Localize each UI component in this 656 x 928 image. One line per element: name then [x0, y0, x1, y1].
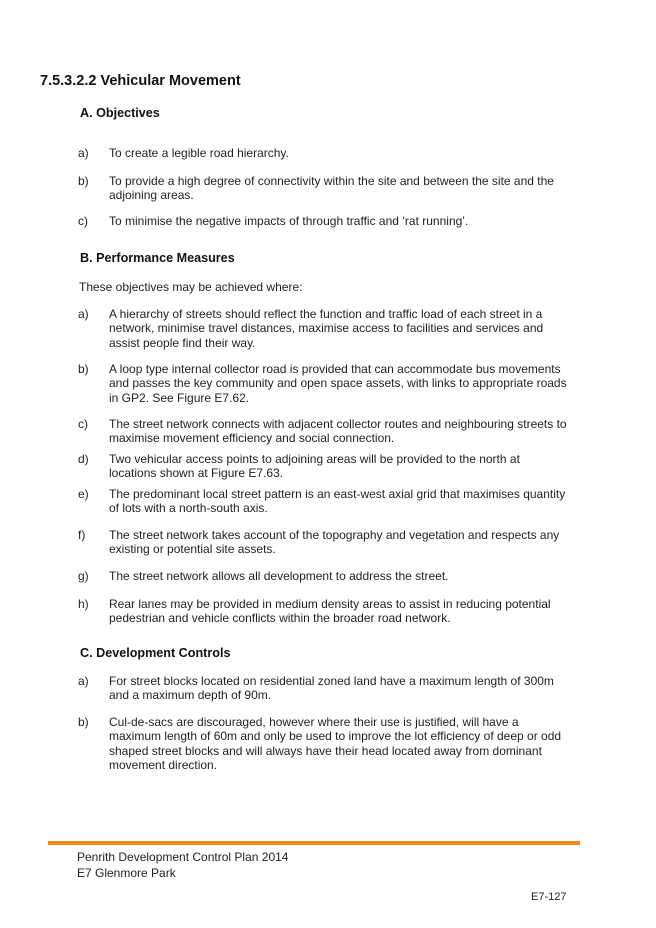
- objective-item-c: [78, 214, 578, 228]
- footer-section-title: E7 Glenmore Park: [77, 866, 176, 880]
- item-letter: g): [78, 569, 89, 583]
- item-text: To minimise the negative impacts of through traffic and ‘rat running’.: [109, 214, 469, 228]
- performance-item-g: [78, 569, 578, 583]
- performance-heading: B. Performance Measures: [80, 251, 235, 265]
- performance-item-d: [78, 452, 578, 481]
- item-text: The predominant local street pattern is an east-west axial grid that maximises quantity of lots with a north-south axis.: [109, 487, 566, 516]
- page-number: E7-127: [531, 891, 567, 903]
- performance-item-h: [78, 597, 578, 626]
- item-letter: c): [78, 417, 88, 431]
- performance-intro: These objectives may be achieved where:: [79, 280, 303, 294]
- item-letter: b): [78, 174, 89, 188]
- objectives-heading: A. Objectives: [80, 106, 160, 120]
- item-text: Two vehicular access points to adjoining areas will be provided to the north at locations shown at Figure E7.63.: [109, 452, 520, 481]
- controls-heading: C. Development Controls: [80, 646, 231, 660]
- performance-item-c: [78, 417, 578, 446]
- item-letter: a): [78, 146, 89, 160]
- footer-plan-title: Penrith Development Control Plan 2014: [77, 850, 289, 864]
- control-item-a: [78, 674, 578, 703]
- objective-item-a: [78, 146, 578, 160]
- item-letter: c): [78, 214, 88, 228]
- performance-item-e: [78, 487, 578, 516]
- item-letter: b): [78, 362, 89, 376]
- item-text: Rear lanes may be provided in medium density areas to assist in reducing potential pedestrian and vehicle conflicts within the broader road network.: [109, 597, 551, 626]
- item-letter: f): [78, 528, 86, 542]
- performance-item-a: [78, 307, 578, 350]
- footer-rule: [48, 841, 580, 845]
- item-letter: b): [78, 715, 89, 729]
- item-letter: a): [78, 307, 89, 321]
- item-text: For street blocks located on residential zoned land have a maximum length of 300m and a maximum depth of 90m.: [109, 674, 554, 703]
- item-text: Cul-de-sacs are discouraged, however where their use is justified, will have a maximum length of 60m and only be used to improve the lot efficiency of deep or odd shaped street blocks and will always have their head located away from dominant movement direction.: [109, 715, 562, 772]
- performance-item-b: [78, 362, 578, 405]
- objective-item-b: [78, 174, 578, 203]
- item-text: The street network allows all development to address the street.: [109, 569, 449, 583]
- item-letter: a): [78, 674, 89, 688]
- item-text: A hierarchy of streets should reflect the function and traffic load of each street in a network, minimise travel distances, maximise access to facilities and services and assist people find their way.: [109, 307, 544, 350]
- control-item-b: [78, 715, 578, 772]
- item-text: The street network connects with adjacent collector routes and neighbouring streets to maximise movement efficiency and social connection.: [109, 417, 567, 446]
- item-letter: d): [78, 452, 89, 466]
- item-text: A loop type internal collector road is provided that can accommodate bus movements and passes the key community and open space assets, with links to appropriate roads in GP2. See Figure E7.62.: [109, 362, 567, 405]
- item-text: The street network takes account of the topography and vegetation and respects any existing or potential site assets.: [109, 528, 560, 557]
- item-text: To provide a high degree of connectivity within the site and between the site and the adjoining areas.: [109, 174, 554, 203]
- item-text: To create a legible road hierarchy.: [109, 146, 289, 160]
- section-heading: 7.5.3.2.2 Vehicular Movement: [40, 73, 241, 89]
- item-letter: e): [78, 487, 89, 501]
- item-letter: h): [78, 597, 89, 611]
- performance-item-f: [78, 528, 578, 557]
